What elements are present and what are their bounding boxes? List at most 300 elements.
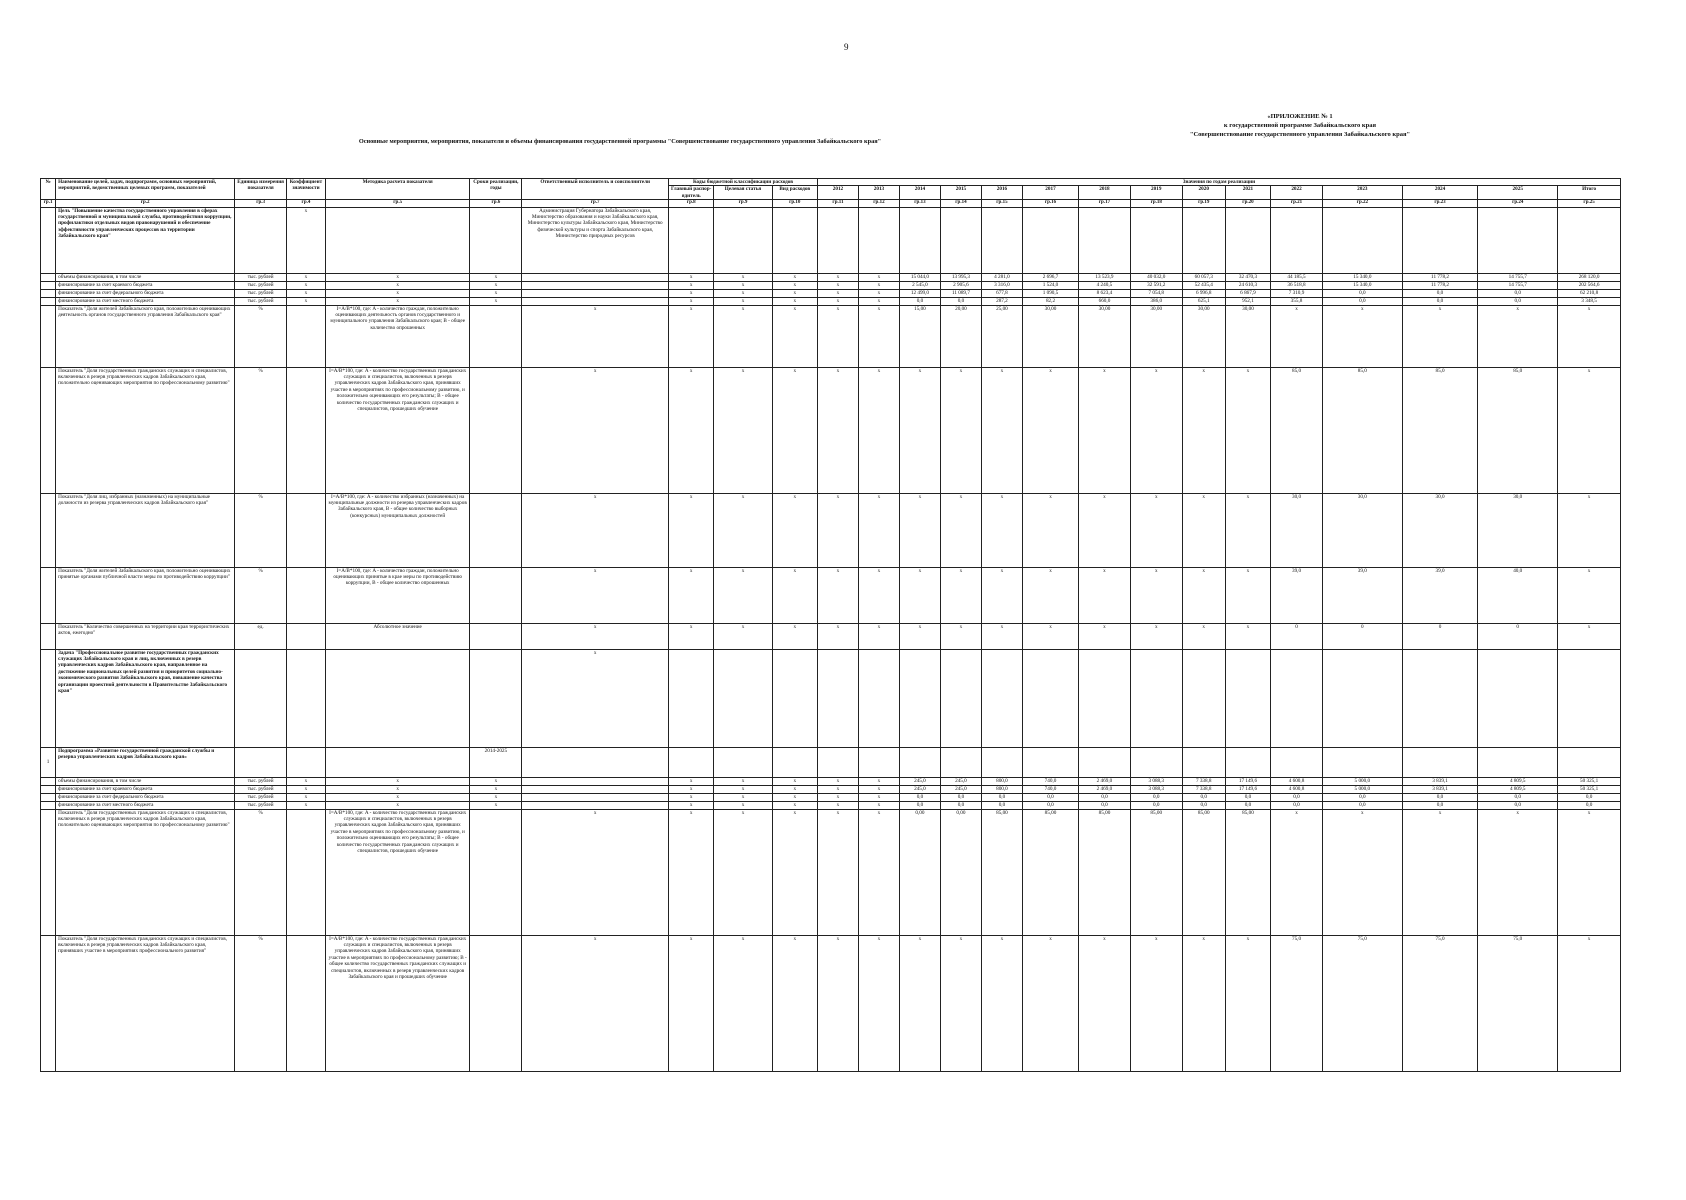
indicator-value: 30,00 [1130, 305, 1182, 367]
indicator-value: x [1322, 809, 1402, 935]
header-year: 2017 [1022, 186, 1078, 200]
subprogram-row [41, 747, 1621, 777]
row-num [41, 793, 56, 801]
indicator-row [41, 367, 1621, 493]
empty-cell [1478, 207, 1558, 273]
fin-executor [522, 785, 669, 793]
fin-x-cell: x [714, 793, 772, 801]
header-name: Наименование целей, задач, подпрограмм, основных мероприятий, мероприятий, ведомственных целевых программ, показателей [56, 179, 235, 200]
indicator-value: x [1182, 567, 1225, 623]
column-number: гр.14 [940, 200, 981, 207]
indicator-value: 85,0 [1402, 367, 1478, 493]
fin-name: финансирование за счет федерального бюджета [56, 793, 235, 801]
indicator-method: I=A/B*100, где: A - количество государственных гражданских служащих и специалистов, включенных в резерв управленческих кадров Забайкальского края, принявших участие в мероприятиях по профессиональному развитию, и положительно оценивающих его результаты; B - общее количество государственных гражданских служащих и специалистов, прошедших обучение [325, 367, 470, 493]
column-number: гр.6 [470, 200, 522, 207]
indicator-value: 30,00 [1079, 305, 1131, 367]
header-code-main: Главный распорядитель [669, 186, 714, 200]
fin-value: 740,0 [1022, 785, 1078, 793]
fin-value: 7 054,8 [1130, 289, 1182, 297]
indicator-value: 0 [1271, 623, 1323, 649]
indicator-value: x [1558, 623, 1621, 649]
empty-cell [1225, 207, 1270, 273]
fin-value: 0,0 [899, 297, 940, 305]
fin-value: 0,0 [1022, 793, 1078, 801]
column-number: гр.20 [1225, 200, 1270, 207]
empty-cell [1130, 747, 1182, 777]
indicator-value: x [940, 935, 981, 1071]
financing-row [41, 785, 1621, 793]
indicator-unit: % [235, 305, 287, 367]
indicator-value: 85,0 [1271, 367, 1323, 493]
column-number: гр.9 [714, 200, 772, 207]
financing-row [41, 801, 1621, 809]
column-number: гр.7 [522, 200, 669, 207]
empty-cell [817, 649, 858, 747]
indicator-code-x: x [669, 305, 714, 367]
indicator-code-x: x [669, 493, 714, 567]
fin-value: 82,2 [1022, 297, 1078, 305]
fin-value: 4 600,8 [1271, 777, 1323, 785]
indicator-term [470, 623, 522, 649]
fin-value: 8 623,4 [1079, 289, 1131, 297]
indicator-value: 40,0 [1478, 567, 1558, 623]
fin-term: x [470, 289, 522, 297]
empty-cell [772, 207, 817, 273]
fin-value: 52 435,4 [1182, 281, 1225, 289]
task-executor: x [522, 649, 669, 747]
fin-value: 245,0 [940, 785, 981, 793]
indicator-term [470, 305, 522, 367]
indicator-value: x [1130, 935, 1182, 1071]
fin-x-cell: x [772, 273, 817, 281]
header-code-kind: Вид расходов [772, 186, 817, 200]
fin-value: 4 600,8 [1271, 785, 1323, 793]
header-term: Сроки реализации, годы [470, 179, 522, 200]
indicator-executor: x [522, 305, 669, 367]
header-year: 2013 [858, 186, 899, 200]
fin-value: 0,0 [940, 801, 981, 809]
fin-value: 245,0 [899, 785, 940, 793]
indicator-term [470, 493, 522, 567]
row-num [41, 785, 56, 793]
fin-value: 245,0 [899, 777, 940, 785]
fin-value: 2 545,0 [899, 281, 940, 289]
indicator-row [41, 567, 1621, 623]
indicator-value: x [940, 367, 981, 493]
row-num [41, 649, 56, 747]
goal-term [470, 207, 522, 273]
fin-value: 4 281,0 [981, 273, 1022, 281]
column-number: гр.24 [1478, 200, 1558, 207]
indicator-value: x [1271, 809, 1323, 935]
indicator-value: x [899, 935, 940, 1071]
fin-value: 4 240,5 [1079, 281, 1131, 289]
fin-value: 0,0 [940, 793, 981, 801]
fin-method: x [325, 777, 470, 785]
indicator-value: 30,0 [1402, 493, 1478, 567]
empty-cell [669, 207, 714, 273]
empty-cell [235, 747, 287, 777]
empty-cell [1402, 747, 1478, 777]
fin-value: 287,2 [981, 297, 1022, 305]
fin-value: 0,0 [940, 297, 981, 305]
empty-cell [981, 649, 1022, 747]
fin-coef: x [287, 793, 326, 801]
indicator-code-x: x [714, 935, 772, 1071]
indicator-coef [287, 935, 326, 1071]
indicator-value: x [1079, 623, 1131, 649]
header-year: 2022 [1271, 186, 1323, 200]
indicator-value: x [1478, 305, 1558, 367]
indicator-code-x: x [714, 567, 772, 623]
fin-x-cell: x [772, 281, 817, 289]
fin-value: 3 088,3 [1130, 785, 1182, 793]
empty-cell [1402, 649, 1478, 747]
appendix-line-2: к государственной программе Забайкальского края [1223, 122, 1377, 129]
indicator-name: Показатель "Доля государственных гражданских служащих и специалистов, включенных в резерв управленческих кадров Забайкальского края, принявших участие в мероприятиях профессионального развития" [56, 935, 235, 1071]
indicator-value: x [817, 935, 858, 1071]
indicator-value: x [1225, 623, 1270, 649]
column-number: гр.25 [1558, 200, 1621, 207]
fin-value: 0,0 [1322, 289, 1402, 297]
indicator-executor: x [522, 935, 669, 1071]
fin-value: 0,0 [1022, 801, 1078, 809]
empty-cell [1225, 747, 1270, 777]
header-row [41, 179, 1621, 186]
fin-executor [522, 793, 669, 801]
financing-row [41, 281, 1621, 289]
fin-value: 0,0 [1478, 793, 1558, 801]
fin-term: x [470, 297, 522, 305]
fin-value: 245,0 [940, 777, 981, 785]
fin-value: 800,0 [981, 785, 1022, 793]
fin-unit: тыс. рублей [235, 289, 287, 297]
column-number: гр.16 [1022, 200, 1078, 207]
header-num: № [41, 179, 56, 200]
fin-x-cell: x [669, 801, 714, 809]
header-method: Методика расчета показателя [325, 179, 470, 200]
fin-x-cell: x [817, 273, 858, 281]
financing-row [41, 793, 1621, 801]
indicator-value: 85,00 [1079, 809, 1131, 935]
fin-value: 17 149,6 [1225, 785, 1270, 793]
indicator-value: x [1182, 935, 1225, 1071]
goal-text: Цель "Повышение качества государственного управления в сферах государственной и муниципальной службы, противодействия коррупции, профилактики отдельных видов правонарушений и обеспечение эффективности управленческих процессов на территории Забайкальского края" [56, 207, 235, 273]
fin-x-cell: x [669, 777, 714, 785]
financing-row [41, 777, 1621, 785]
indicator-value: 30,00 [1022, 305, 1078, 367]
fin-x-cell: x [669, 281, 714, 289]
column-number: гр.19 [1182, 200, 1225, 207]
header-unit: Единица измерения показателя [235, 179, 287, 200]
fin-value: 0,0 [1182, 801, 1225, 809]
indicator-code-x: x [669, 935, 714, 1071]
empty-cell [1271, 649, 1323, 747]
fin-term: x [470, 273, 522, 281]
fin-value: 0,0 [1322, 297, 1402, 305]
indicator-value: x [1225, 567, 1270, 623]
fin-value: 60 057,3 [1182, 273, 1225, 281]
fin-value: 0,0 [1402, 297, 1478, 305]
indicator-code-x: x [669, 367, 714, 493]
indicator-value: x [1130, 493, 1182, 567]
fin-x-cell: x [772, 793, 817, 801]
page-number: 9 [844, 42, 849, 52]
appendix-header [1120, 112, 1480, 139]
indicator-unit: % [235, 809, 287, 935]
column-number: гр.15 [981, 200, 1022, 207]
fin-coef: x [287, 785, 326, 793]
fin-value: 0,0 [899, 801, 940, 809]
indicator-value: 0,00 [940, 809, 981, 935]
indicator-value: 75,0 [1402, 935, 1478, 1071]
fin-value: 677,8 [981, 289, 1022, 297]
fin-x-cell: x [858, 297, 899, 305]
column-number: гр.11 [817, 200, 858, 207]
fin-value: 3 839,1 [1402, 777, 1478, 785]
row-num [41, 281, 56, 289]
fin-unit: тыс. рублей [235, 297, 287, 305]
header-year: 2019 [1130, 186, 1182, 200]
indicator-value: x [817, 305, 858, 367]
indicator-code-x: x [669, 567, 714, 623]
empty-cell [470, 649, 522, 747]
task-row [41, 649, 1621, 747]
indicator-value: x [1558, 305, 1621, 367]
fin-value: 50 325,1 [1558, 785, 1621, 793]
goal-row [41, 207, 1621, 273]
empty-cell [1322, 207, 1402, 273]
empty-cell [981, 207, 1022, 273]
fin-value: 6 867,9 [1225, 289, 1270, 297]
empty-cell [981, 747, 1022, 777]
fin-method: x [325, 281, 470, 289]
fin-unit: тыс. рублей [235, 785, 287, 793]
indicator-value: x [981, 623, 1022, 649]
empty-cell [1478, 649, 1558, 747]
fin-value: 12 499,0 [899, 289, 940, 297]
fin-value: 13 995,3 [940, 273, 981, 281]
fin-value: 1 524,0 [1022, 281, 1078, 289]
fin-x-cell: x [858, 801, 899, 809]
header-years-title: Значения по годам реализации [817, 179, 1620, 186]
row-num [41, 305, 56, 367]
indicator-value: x [1079, 935, 1131, 1071]
column-number: гр.1 [41, 200, 56, 207]
indicator-code-x: x [669, 809, 714, 935]
fin-executor [522, 297, 669, 305]
empty-cell [1322, 747, 1402, 777]
goal-executor: Администрация Губернатора Забайкальского края, Министерство образования и науки Забайкальского края, Министерство культуры Забайкальского края, Министерство физической культуры и спорта Забайкальского края, Министерство природных ресурсов [522, 207, 669, 273]
fin-coef: x [287, 281, 326, 289]
fin-x-cell: x [714, 777, 772, 785]
fin-x-cell: x [772, 297, 817, 305]
fin-value: 40 032,0 [1130, 273, 1182, 281]
header-year: 2020 [1182, 186, 1225, 200]
indicator-coef [287, 567, 326, 623]
row-num [41, 809, 56, 935]
indicator-executor: x [522, 809, 669, 935]
row-num [41, 567, 56, 623]
fin-value: 0,0 [1225, 801, 1270, 809]
indicator-value: x [1402, 809, 1478, 935]
goal-unit [235, 207, 287, 273]
fin-x-cell: x [817, 785, 858, 793]
fin-value: 202 564,6 [1558, 281, 1621, 289]
fin-name: финансирование за счет местного бюджета [56, 801, 235, 809]
fin-value: 0,0 [1402, 801, 1478, 809]
empty-cell [714, 747, 772, 777]
empty-cell [1182, 747, 1225, 777]
column-number: гр.4 [287, 200, 326, 207]
empty-cell [1079, 747, 1131, 777]
empty-cell [772, 747, 817, 777]
fin-value: 62 210,8 [1558, 289, 1621, 297]
header-year: Итого [1558, 186, 1621, 200]
fin-name: объемы финансирования, в том числе [56, 777, 235, 785]
fin-value: 3 839,1 [1402, 785, 1478, 793]
indicator-row [41, 809, 1621, 935]
header-year: 2018 [1079, 186, 1131, 200]
fin-value: 625,1 [1182, 297, 1225, 305]
fin-value: 0,0 [1402, 289, 1478, 297]
indicator-value: x [981, 367, 1022, 493]
indicator-term [470, 935, 522, 1071]
fin-x-cell: x [669, 297, 714, 305]
empty-cell [1478, 747, 1558, 777]
indicator-code-x: x [714, 623, 772, 649]
indicator-executor: x [522, 623, 669, 649]
empty-cell [1130, 649, 1182, 747]
row-num [41, 935, 56, 1071]
indicator-method: Абсолютное значение [325, 623, 470, 649]
fin-value: 44 185,5 [1271, 273, 1323, 281]
indicator-value: x [1558, 935, 1621, 1071]
empty-cell [1022, 747, 1078, 777]
fin-executor [522, 801, 669, 809]
empty-cell [1079, 207, 1131, 273]
empty-cell [1022, 649, 1078, 747]
indicator-value: 85,00 [1225, 809, 1270, 935]
fin-value: 268 120,0 [1558, 273, 1621, 281]
indicator-coef [287, 305, 326, 367]
indicator-value: 30,00 [1182, 305, 1225, 367]
column-number: гр.12 [858, 200, 899, 207]
indicator-value: x [899, 493, 940, 567]
empty-cell [1271, 207, 1323, 273]
empty-cell [940, 747, 981, 777]
fin-value: 24 610,3 [1225, 281, 1270, 289]
goal-method [325, 207, 470, 273]
indicator-unit: % [235, 567, 287, 623]
appendix-line-1: «ПРИЛОЖЕНИЕ № 1 [1267, 113, 1333, 120]
fin-value: 0,0 [1079, 801, 1131, 809]
fin-name: объемы финансирования, в том числе [56, 273, 235, 281]
fin-unit: тыс. рублей [235, 281, 287, 289]
indicator-value: x [1225, 367, 1270, 493]
fin-method: x [325, 297, 470, 305]
fin-value: 0,0 [1478, 289, 1558, 297]
fin-x-cell: x [714, 281, 772, 289]
financing-row [41, 297, 1621, 305]
indicator-coef [287, 493, 326, 567]
indicator-value: 0 [1478, 623, 1558, 649]
indicator-value: x [1022, 935, 1078, 1071]
fin-x-cell: x [817, 297, 858, 305]
fin-value: 2 469,0 [1079, 777, 1131, 785]
fin-value: 2 696,7 [1022, 273, 1078, 281]
fin-x-cell: x [669, 785, 714, 793]
indicator-value: x [817, 367, 858, 493]
indicator-value: x [981, 567, 1022, 623]
fin-value: 0,0 [1225, 793, 1270, 801]
indicator-value: x [1022, 367, 1078, 493]
indicator-value: 30,00 [1225, 305, 1270, 367]
fin-value: 4 809,5 [1478, 777, 1558, 785]
column-number: гр.22 [1322, 200, 1402, 207]
header-coef: Коэффициент значимости [287, 179, 326, 200]
indicator-code-x: x [772, 935, 817, 1071]
fin-coef: x [287, 289, 326, 297]
indicator-value: 39,0 [1322, 567, 1402, 623]
indicator-code-x: x [714, 493, 772, 567]
goal-coef: x [287, 207, 326, 273]
indicator-value: x [899, 623, 940, 649]
indicator-unit: % [235, 367, 287, 493]
fin-method: x [325, 785, 470, 793]
financing-row [41, 273, 1621, 281]
indicator-value: x [858, 493, 899, 567]
fin-value: 32 591,2 [1130, 281, 1182, 289]
indicator-value: x [1271, 305, 1323, 367]
fin-x-cell: x [858, 793, 899, 801]
fin-coef: x [287, 777, 326, 785]
indicator-value: 25,00 [981, 305, 1022, 367]
fin-value: 6 996,8 [1182, 289, 1225, 297]
indicator-row [41, 623, 1621, 649]
fin-x-cell: x [772, 801, 817, 809]
fin-term: x [470, 801, 522, 809]
fin-value: 3 348,5 [1558, 297, 1621, 305]
empty-cell [1558, 207, 1621, 273]
fin-value: 36 518,8 [1271, 281, 1323, 289]
indicator-value: x [1182, 493, 1225, 567]
indicator-value: x [1130, 623, 1182, 649]
fin-value: 0,0 [1130, 801, 1182, 809]
column-number: гр.18 [1130, 200, 1182, 207]
fin-value: 0,0 [1402, 793, 1478, 801]
indicator-code-x: x [669, 623, 714, 649]
fin-x-cell: x [714, 801, 772, 809]
indicator-value: 30,0 [1322, 493, 1402, 567]
indicator-code-x: x [772, 567, 817, 623]
empty-cell [714, 649, 772, 747]
fin-value: 7 310,9 [1271, 289, 1323, 297]
indicator-method: I=A/B*100, где: A - количество граждан, положительно оценивающих принятые в крае меры по противодействию коррупции, B - общее количество опрошенных [325, 567, 470, 623]
empty-cell [772, 649, 817, 747]
indicator-value: 85,00 [1022, 809, 1078, 935]
indicator-value: x [1079, 367, 1131, 493]
empty-cell [287, 747, 326, 777]
indicator-value: x [858, 935, 899, 1071]
fin-value: 0,0 [1271, 801, 1323, 809]
fin-x-cell: x [714, 273, 772, 281]
row-num [41, 367, 56, 493]
indicator-value: x [817, 493, 858, 567]
fin-value: 0,0 [1271, 793, 1323, 801]
empty-cell [325, 649, 470, 747]
indicator-code-x: x [772, 493, 817, 567]
